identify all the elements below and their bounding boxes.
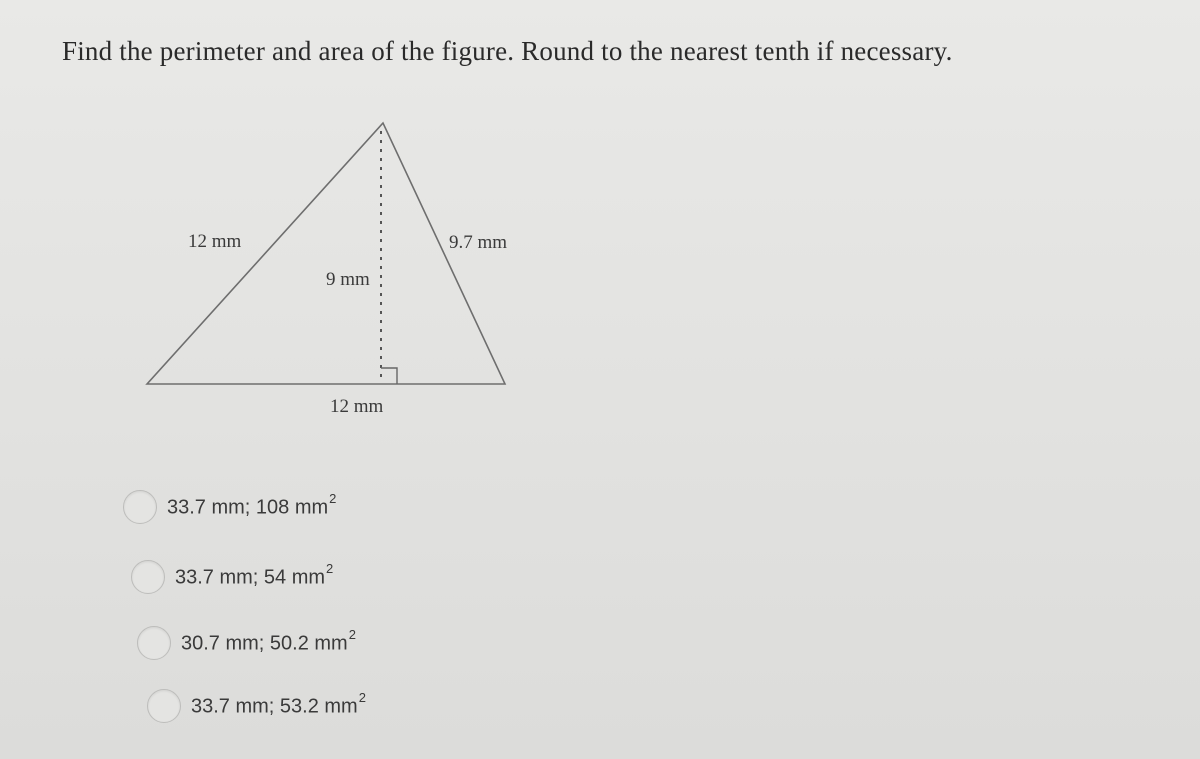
answer-text: 30.7 mm; 50.2 $mm^2$ <box>181 627 356 655</box>
base-label: 12 mm <box>330 396 384 417</box>
radio-button[interactable] <box>147 689 181 723</box>
height-label: 9 mm <box>326 269 370 290</box>
radio-button[interactable] <box>131 560 165 594</box>
question-text: Find the perimeter and area of the figure. Round to the nearest tenth if necessary. <box>62 36 953 66</box>
left-side-label: 12 mm <box>188 231 242 252</box>
radio-button[interactable] <box>123 490 157 524</box>
answer-text: 33.7 mm; 54 $mm^2$ <box>175 561 334 589</box>
answer-text: 33.7 mm; 108 $mm^2$ <box>167 491 337 519</box>
radio-button[interactable] <box>137 626 171 660</box>
answer-option-4[interactable] <box>147 689 366 723</box>
answer-option-1[interactable] <box>123 490 336 524</box>
answer-option-2[interactable] <box>131 560 333 594</box>
answer-text: 33.7 mm; 53.2 $mm^2$ <box>191 690 366 718</box>
answer-option-3[interactable] <box>137 626 356 660</box>
right-side-label: 9.7 mm <box>449 232 508 253</box>
